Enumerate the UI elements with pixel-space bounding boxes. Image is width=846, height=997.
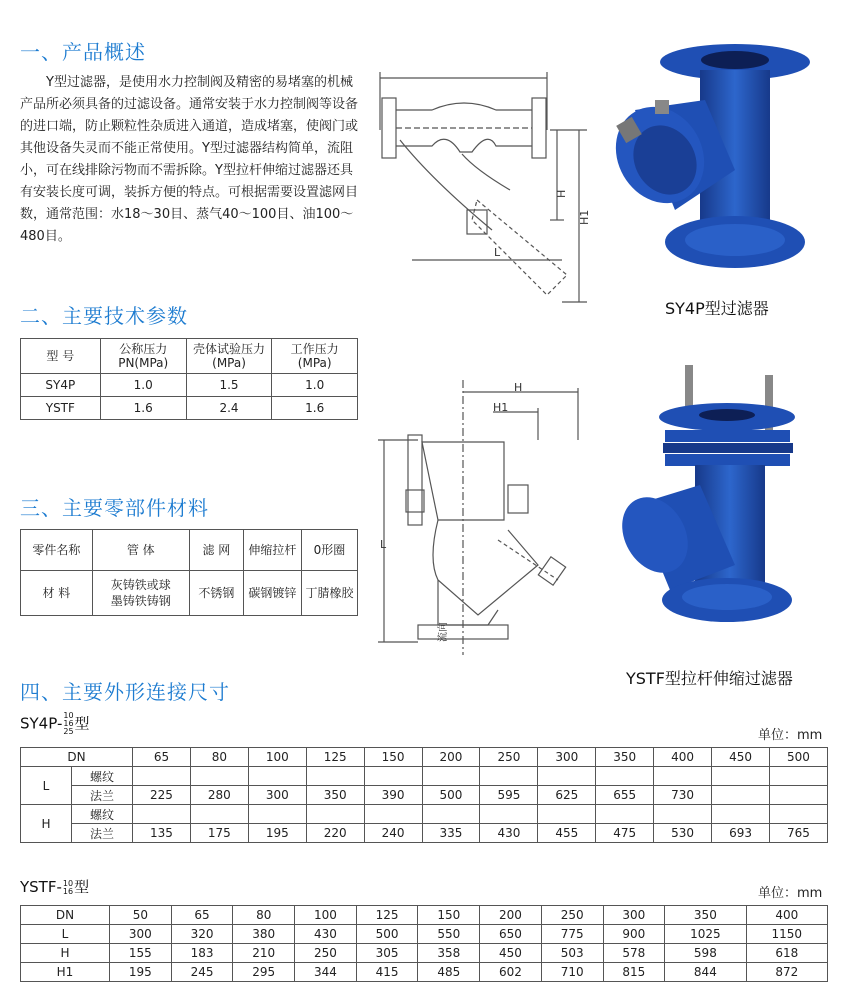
ystf-model-label: YSTF-10 16型 bbox=[20, 878, 90, 896]
section-title-dimensions: 四、主要外形连接尺寸 bbox=[20, 680, 230, 704]
table-row: 法兰 135 175 195 220 240 335 430 455 475 530 693 765 bbox=[21, 824, 828, 843]
drawing2-label-l: L bbox=[380, 538, 387, 551]
spec-header-work: 工作压力 (MPa) bbox=[272, 339, 358, 374]
table-row: 材 料 灰铸铁或球 墨铸铁铸钢 不锈钢 碳钢镀锌 丁腈橡胶 bbox=[21, 571, 358, 616]
table-row: H 螺纹 bbox=[21, 805, 828, 824]
sy4p-caption: SY4P型过滤器 bbox=[665, 299, 769, 318]
ystf-caption: YSTF型拉杆伸缩过滤器 bbox=[626, 669, 793, 688]
drawing1-label-l: L bbox=[494, 246, 501, 259]
table-row: L 螺纹 bbox=[21, 767, 828, 786]
sy4p-technical-drawing bbox=[372, 70, 612, 310]
table-row: YSTF 1.6 2.4 1.6 bbox=[21, 397, 358, 420]
drawing1-label-h1: H1 bbox=[578, 209, 591, 225]
section-title-overview: 一、产品概述 bbox=[20, 40, 146, 64]
spec-table bbox=[20, 338, 358, 420]
sy4p-unit: 单位：mm bbox=[758, 728, 823, 743]
spec-header-model: 型 号 bbox=[21, 339, 101, 374]
sy4p-product-image bbox=[605, 40, 820, 280]
sy4p-model-label: SY4P-10 16 25型 bbox=[20, 711, 90, 736]
ystf-technical-drawing bbox=[378, 380, 593, 655]
table-row: L 300 320 380 430 500 550 650 775 900 1025 1150 bbox=[21, 925, 828, 944]
ystf-product-image bbox=[615, 365, 825, 625]
spec-header-pn: 公称压力 PN(MPa) bbox=[100, 339, 186, 374]
table-row: H 155 183 210 250 305 358 450 503 578 598 618 bbox=[21, 944, 828, 963]
drawing1-label-h: H bbox=[555, 189, 568, 198]
table-row: DN 50 65 80 100 125 150 200 250 300 350 400 bbox=[21, 906, 828, 925]
drawing2-label-h: H bbox=[514, 381, 523, 394]
materials-table: 零件名称 管 体 滤 网 伸缩拉杆 0形圈 材 料 灰铸铁或球 墨铸铁铸钢 不锈钢 碳钢镀锌 丁腈橡胶 bbox=[20, 529, 358, 616]
table-row: 法兰 225 280 300 350 390 500 595 625 655 730 bbox=[21, 786, 828, 805]
drawing2-label-h1: H1 bbox=[493, 401, 509, 414]
overview-text: Y型过滤器，是使用水力控制阀及精密的易堵塞的机械产品所必须具备的过滤设备。通常安装于水力控制阀等设备的进口端，防止颗粒性杂质进入通道，造成堵塞，使阀门或其他设备失灵而不能正常使用。Y型过滤器结构简单，流阻小，可在线排除污物而不需拆除。Y型拉杆伸缩过滤器还具有安装长度可调，装拆方便的特点。可根据需要设置滤网目数，通常范围：水18～30目、蒸气40～100目、油100～480目。 bbox=[20, 75, 359, 244]
sy4p-dimension-table bbox=[20, 747, 828, 843]
table-row: DN 65 80 100 125 150 200 250 300 350 400 450 500 bbox=[21, 748, 828, 767]
spec-header-test: 壳体试验压力 (MPa) bbox=[186, 339, 272, 374]
drawing2-label-flow: 流向 bbox=[438, 622, 449, 642]
ystf-dimension-table bbox=[20, 905, 828, 982]
ystf-unit: 单位：mm bbox=[758, 886, 823, 901]
section-title-materials: 三、主要零部件材料 bbox=[20, 496, 209, 520]
table-row: SY4P 1.0 1.5 1.0 bbox=[21, 374, 358, 397]
table-row: H1 195 245 295 344 415 485 602 710 815 844 872 bbox=[21, 963, 828, 982]
section-title-specs: 二、主要技术参数 bbox=[20, 304, 188, 328]
